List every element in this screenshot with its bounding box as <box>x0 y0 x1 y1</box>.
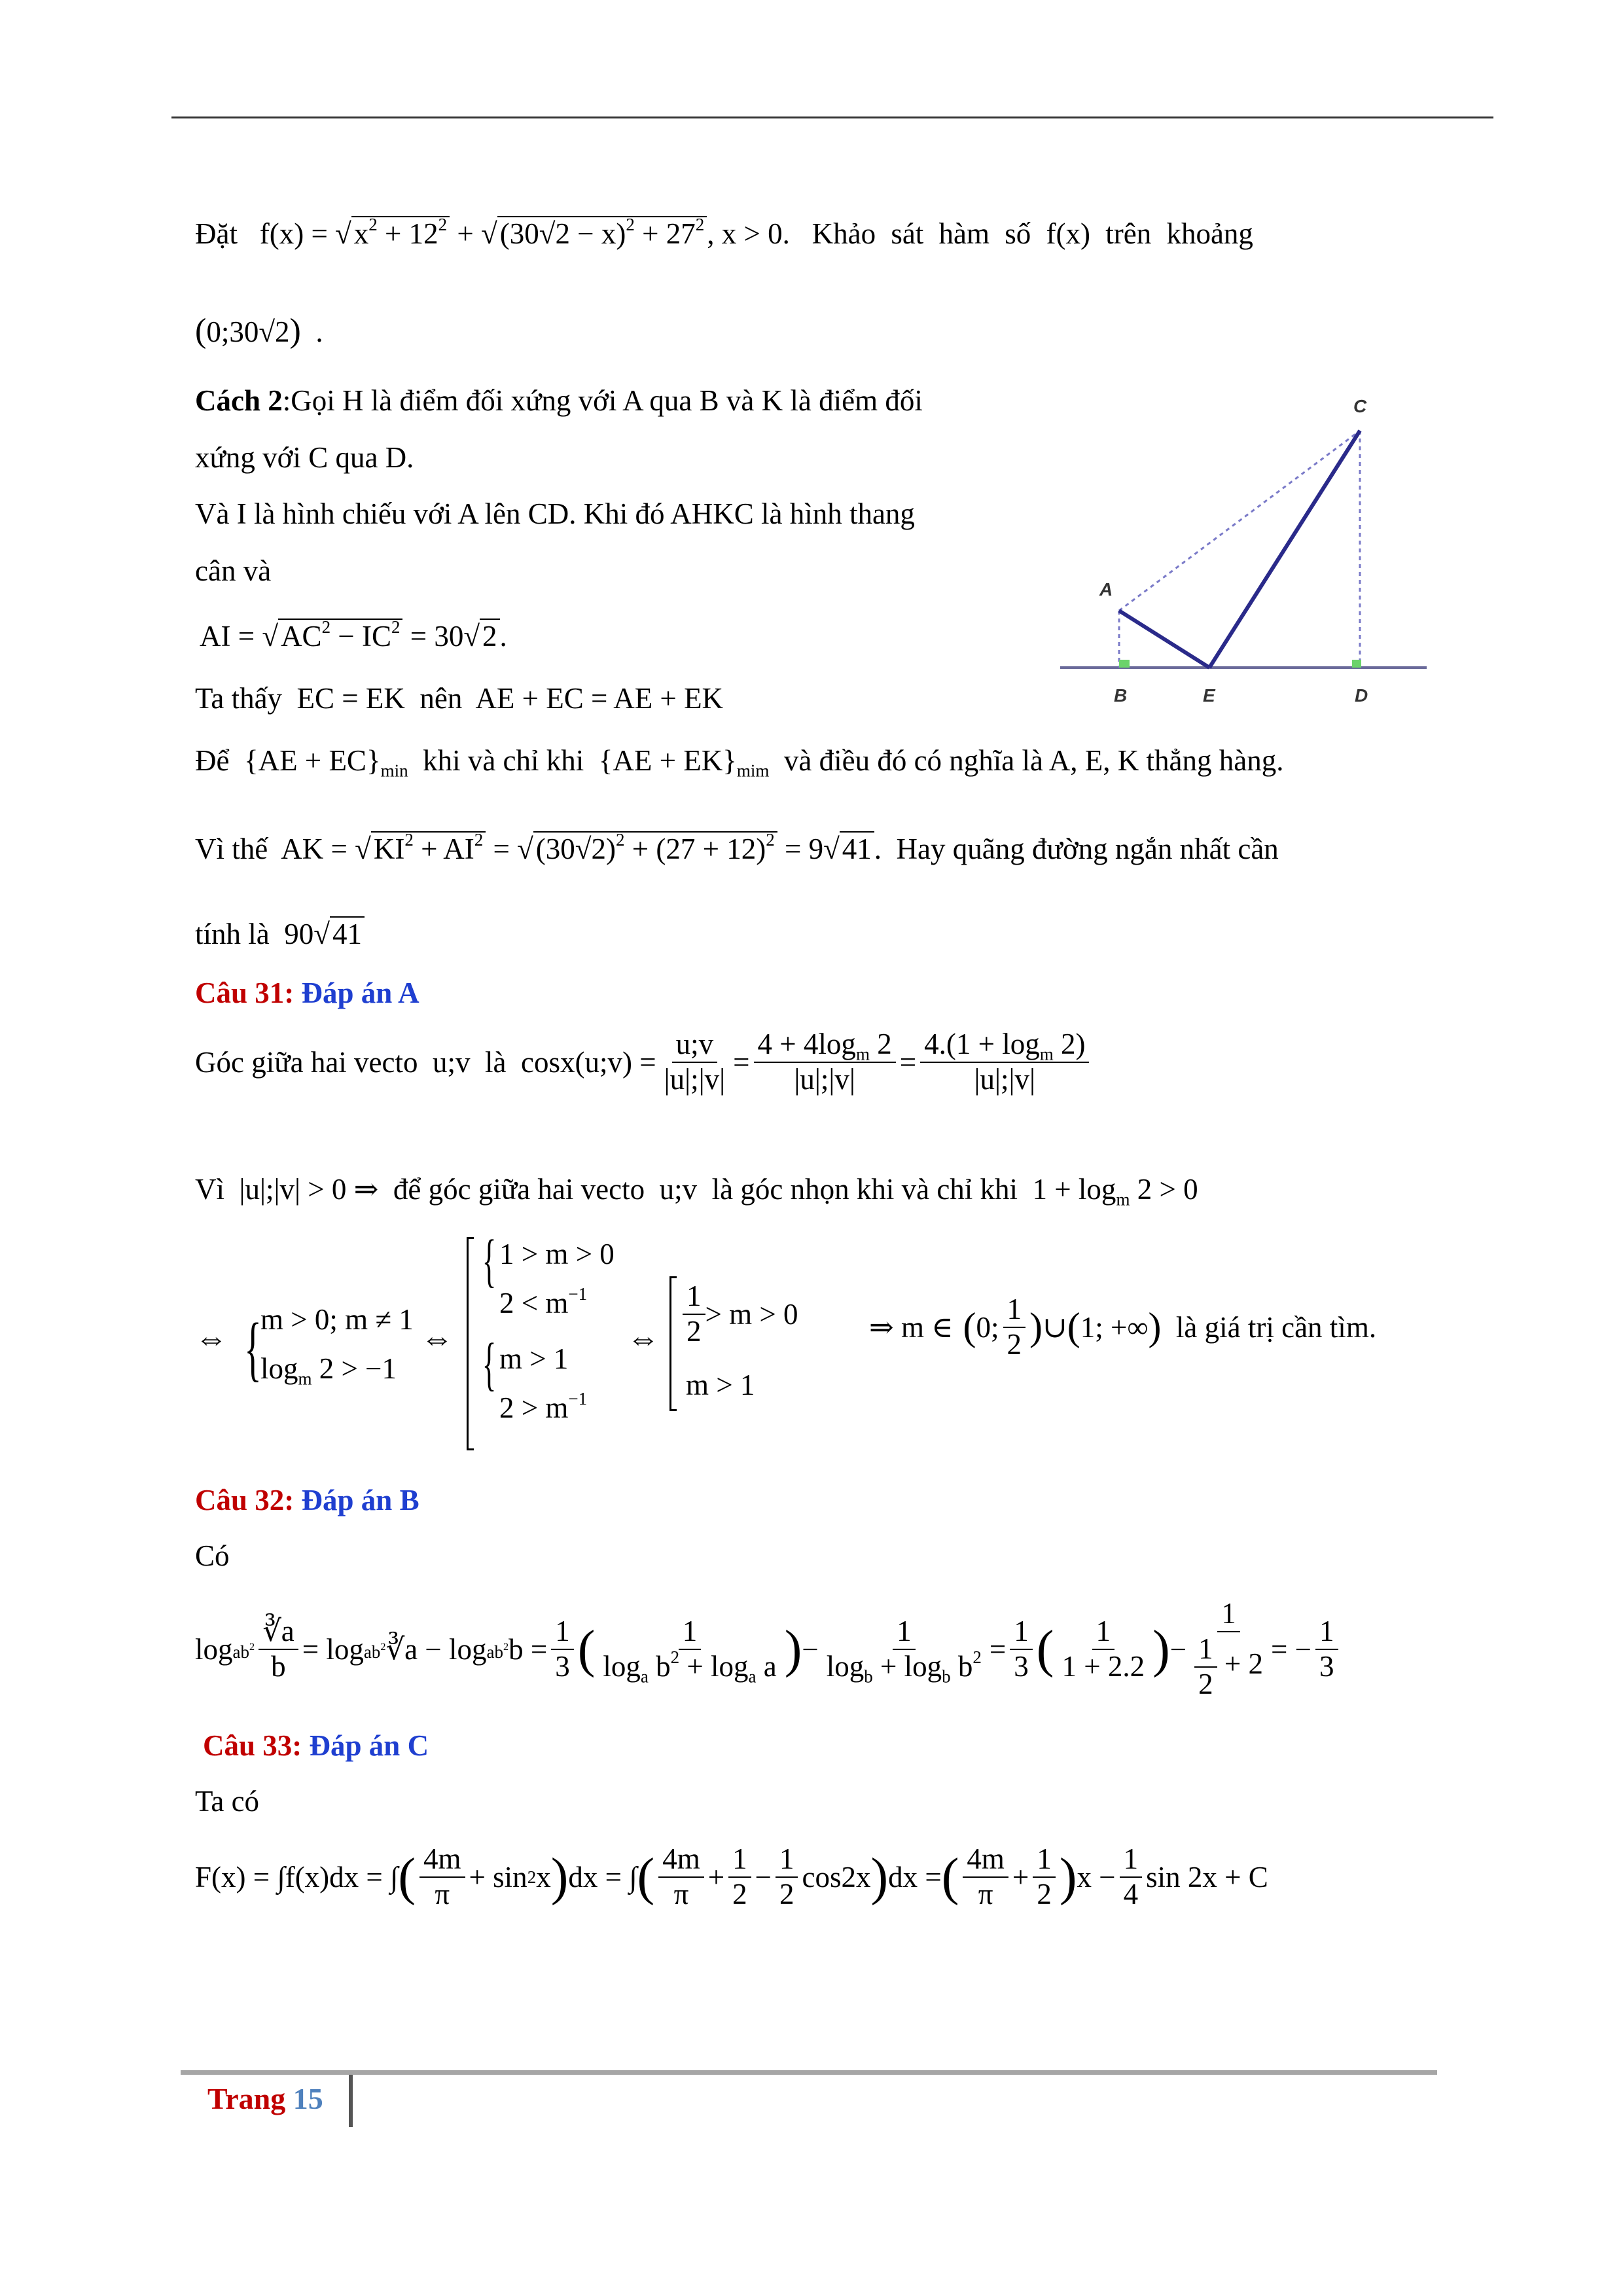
cach2-line1: Cách 2:Gọi H là điểm đối xứng với A qua B và K là điểm đối <box>195 384 923 417</box>
label-a: A <box>1099 579 1113 600</box>
ai-formula: AI = $√AC^2 - IC^2 = 30√2$. <box>200 617 507 653</box>
label-e: E <box>1203 685 1215 706</box>
right-angle-b <box>1119 660 1130 668</box>
cach2-line7: Vì thế AK = $√KI^2 + AI^2 = √(30√2)^2 + (27 + 12)^2 = 9√41$. Hay quãng đường ngắn nhất cần <box>195 829 1279 865</box>
header-rule <box>171 117 1493 118</box>
cach2-line6: Để $\{AE + EC\}_{min}$ khi và chỉ khi $\{AE + EK\}_{mim}$ và điều đó có nghĩa là A, E, K thẳng hàng. <box>195 744 1284 781</box>
q33-taco: Ta có <box>195 1785 260 1818</box>
q31-system: ⇔ { m > 0; m ≠ 1 $\log_m 2 > -1$ ⇔ { { 1 > m > 0 $2 < m^{-1}$ m > 1 $2 > m^{-1}$ ⇔ $\frac{1}{2}$ > m > 0 m > 1 ⇒ m ∈ ( 0; $\frac{1}{2}$ ) ∪ ( 1; +∞ ) là giá trị cần tìm. <box>195 1237 1438 1460</box>
q32-co: Có <box>195 1539 230 1572</box>
q32-formula: log $ab^2$ $\frac{∛a}{b}$ = log $ab^2$ ∛a − log $ab^2$ b = $\frac{1}{3}$ ( $\frac{1}{\log_a b^2 + \log_a a}$ ) − $\frac{1}{\log_b + \log_b b^2}$ = $\frac{1}{3}$ ( $\frac{1}{1 + 2.2}$ ) − 1 $\frac{1}{2}$ + 2 = − $\frac{1}{3}$ <box>195 1597 1342 1701</box>
f-formula: $f(x) = √x^2 + 12^2 + √(30√2 - x)^2 + 27^2$, x > 0. <box>259 214 798 250</box>
label-d: D <box>1355 685 1368 706</box>
interval-line: (0;30√2) . <box>195 312 323 350</box>
cach2-line5: Ta thấy EC = EK nên AE + EC = AE + EK <box>195 682 724 715</box>
segment-ae <box>1119 611 1209 668</box>
q31-line1: Góc giữa hai vecto u;v là cosx(u;v) = $\frac{u;v}{|u|;|v|}$ = $\frac{4 + 4\log_m 2}{|u|;|v|}$ = $\frac{4.(1 + \log_m 2)}{|u|;|v|}$ <box>195 1028 1093 1097</box>
cach2-line4: cân và <box>195 554 272 587</box>
q33-formula: F(x) = ∫f(x)dx = ∫ ( $\frac{4m}{\pi}$ + sin 2 x ) dx = ∫ ( $\frac{4m}{\pi}$ + $\frac{1}{2}$ − $\frac{1}{2}$ cos2x ) dx = ( $\frac{4m}{\pi}$ + $\frac{1}{2}$ ) x − $\frac{1}{4}$ sin 2x + C <box>195 1842 1268 1910</box>
q31-heading: Câu 31: Đáp án A <box>195 977 419 1009</box>
footer-divider <box>349 2075 353 2127</box>
page-number: Trang 15 <box>207 2082 323 2115</box>
label-b: B <box>1114 685 1128 706</box>
q32-heading: Câu 32: Đáp án B <box>195 1484 419 1516</box>
segment-ec <box>1209 431 1360 668</box>
q33-heading: Câu 33: Đáp án C <box>203 1729 429 1762</box>
geometry-figure <box>1060 380 1433 720</box>
cach2-line8: tính là 90√41 <box>195 916 365 952</box>
label-c: C <box>1353 396 1367 416</box>
footer-rule <box>181 2070 1437 2075</box>
q31-line2: Vì |u|;|v| > 0 ⇒ để góc giữa hai vecto u;v là góc nhọn khi và chỉ khi $1 + \log_m 2 > 0$ <box>195 1173 1198 1210</box>
cach2-line2: xứng với C qua D. <box>195 441 414 474</box>
right-angle-d <box>1352 660 1361 668</box>
cach1-line: Đặt $f(x) = √x^2 + 12^2 + √(30√2 - x)^2 + 27^2$, x > 0. Khảo sát hàm số f(x) trên khoảng <box>195 214 1253 250</box>
cach2-line3: Và I là hình chiếu với A lên CD. Khi đó AHKC là hình thang <box>195 497 915 530</box>
dashed-ac <box>1119 431 1360 611</box>
